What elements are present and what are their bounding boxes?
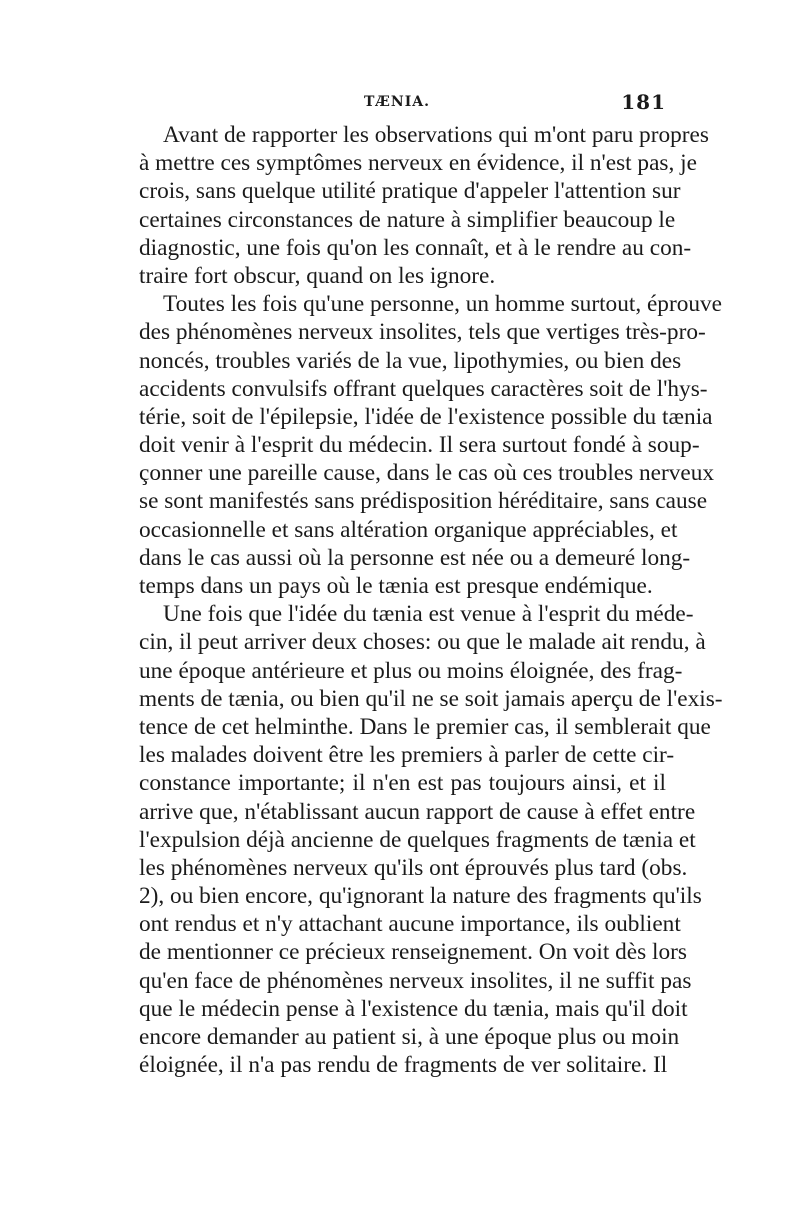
text-line: 2), ou bien encore, qu'ignorant la nature des fragments qu'ils — [139, 883, 702, 910]
page-number: 181 — [621, 90, 666, 114]
text-line: Avant de rapporter les observations qui m'ont paru propres — [163, 122, 709, 148]
body-text — [139, 121, 723, 1079]
text-line: les malades doivent être les premiers à parler de cette cir- — [139, 742, 675, 769]
text-line: dans le cas aussi où la personne est née ou a demeuré long- — [139, 544, 691, 571]
text-line: traire fort obscur, quand on les ignore. — [139, 262, 496, 289]
text-line: qu'en face de phénomènes nerveux insolites, il ne suffit pas — [139, 967, 692, 994]
text-line: de mentionner ce précieux renseignement. On voit dès lors — [139, 939, 687, 966]
text-line: certaines circonstances de nature à simplifier beaucoup le — [139, 206, 676, 233]
text-line: tence de cet helminthe. Dans le premier cas, il semblerait que — [139, 713, 711, 740]
text-line: crois, sans quelque utilité pratique d'appeler l'attention sur — [139, 178, 681, 205]
running-head — [139, 90, 666, 116]
text-line: ont rendus et n'y attachant aucune importance, ils oublient — [139, 911, 681, 938]
text-line: çonner une pareille cause, dans le cas où ces troubles nerveux — [139, 460, 715, 487]
text-line: arrive que, n'établissant aucun rapport de cause à effet entre — [139, 798, 696, 825]
text-line: constance importante; il n'en est pas toujours ainsi, et il — [139, 770, 666, 797]
text-line: éloignée, il n'a pas rendu de fragments de ver solitaire. Il — [139, 1052, 668, 1079]
text-line: Toutes les fois qu'une personne, un homme surtout, éprouve — [163, 291, 722, 318]
text-line: les phénomènes nerveux qu'ils ont éprouvés plus tard (obs. — [139, 854, 688, 881]
running-title: TÆNIA. — [364, 94, 430, 110]
text-line: accidents convulsifs offrant quelques caractères soit de l'hys- — [139, 375, 708, 402]
text-line: diagnostic, une fois qu'on les connaît, et à le rendre au con- — [139, 234, 692, 261]
text-line: des phénomènes nerveux insolites, tels que vertiges très-pro- — [139, 319, 706, 346]
text-line: occasionnelle et sans altération organique appréciables, et — [139, 516, 678, 543]
text-line: Une fois que l'idée du tænia est venue à l'esprit du méde- — [163, 601, 694, 628]
text-line: à mettre ces symptômes nerveux en évidence, il n'est pas, je — [139, 150, 697, 177]
text-line: se sont manifestés sans prédisposition héréditaire, sans cause — [139, 488, 708, 515]
text-line: noncés, troubles variés de la vue, lipothymies, ou bien des — [139, 347, 682, 374]
text-line: doit venir à l'esprit du médecin. Il sera surtout fondé à soup- — [139, 432, 700, 459]
text-line: l'expulsion déjà ancienne de quelques fragments de tænia et — [139, 826, 696, 853]
text-line: que le médecin pense à l'existence du tænia, mais qu'il doit — [139, 995, 688, 1022]
text-line: cin, il peut arriver deux choses: ou que le malade ait rendu, à — [139, 629, 706, 656]
text-line: une époque antérieure et plus ou moins éloignée, des frag- — [139, 657, 683, 684]
text-line: temps dans un pays où le tænia est presque endémique. — [139, 573, 653, 599]
text-line: térie, soit de l'épilepsie, l'idée de l'existence possible du tænia — [139, 403, 713, 430]
text-line: encore demander au patient si, à une époque plus ou moin — [139, 1024, 680, 1050]
text-line: ments de tænia, ou bien qu'il ne se soit jamais aperçu de l'exis- — [139, 685, 723, 712]
